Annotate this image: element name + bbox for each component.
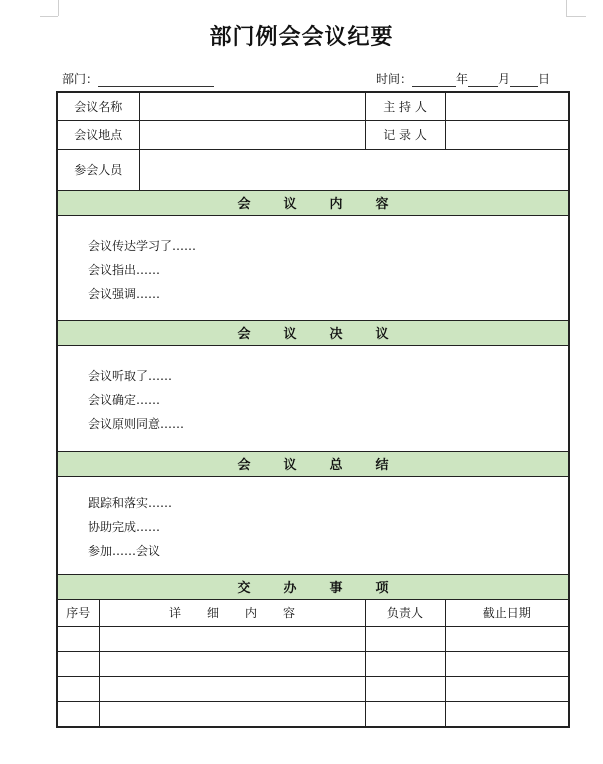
decision-item: 会议确定……	[88, 392, 161, 407]
host-label: 主 持 人	[365, 92, 445, 120]
task-owner-cell[interactable]	[365, 626, 445, 651]
attendees-input[interactable]	[139, 149, 569, 190]
meeting-place-input[interactable]	[139, 120, 365, 149]
section-heading-decision: 会 议 决 议	[57, 320, 569, 345]
time-field[interactable]	[376, 70, 550, 87]
task-detail-cell[interactable]	[99, 626, 365, 651]
year-label: 年	[456, 72, 469, 86]
table-row	[57, 651, 569, 676]
section-body-content[interactable]	[57, 215, 569, 320]
section-heading-summary: 会 议 总 结	[57, 451, 569, 476]
section-heading-tasks: 交 办 事 项	[57, 574, 569, 599]
meeting-name-label: 会议名称	[57, 92, 139, 120]
table-row	[57, 676, 569, 701]
department-field[interactable]	[62, 70, 214, 87]
task-detail-cell[interactable]	[99, 651, 365, 676]
task-detail-cell[interactable]	[99, 676, 365, 701]
table-row	[57, 701, 569, 727]
summary-item: 协助完成……	[88, 519, 161, 534]
department-blank[interactable]	[98, 74, 214, 87]
time-label: 时间：	[376, 72, 413, 86]
crop-mark	[566, 16, 586, 17]
content-item: 会议强调……	[88, 286, 161, 301]
decision-item: 会议听取了……	[88, 368, 173, 383]
column-header-deadline: 截止日期	[445, 599, 569, 626]
task-deadline-cell[interactable]	[445, 676, 569, 701]
content-item: 会议传达学习了……	[88, 238, 197, 253]
decision-item: 会议原则同意……	[88, 416, 185, 431]
host-input[interactable]	[445, 92, 569, 120]
column-header-owner: 负责人	[365, 599, 445, 626]
task-owner-cell[interactable]	[365, 676, 445, 701]
task-no-cell[interactable]	[57, 701, 99, 727]
meeting-name-input[interactable]	[139, 92, 365, 120]
task-deadline-cell[interactable]	[445, 701, 569, 727]
task-deadline-cell[interactable]	[445, 651, 569, 676]
recorder-input[interactable]	[445, 120, 569, 149]
task-deadline-cell[interactable]	[445, 626, 569, 651]
section-body-summary[interactable]	[57, 476, 569, 574]
task-no-cell[interactable]	[57, 626, 99, 651]
document-title: 部门例会会议纪要	[209, 25, 394, 50]
task-no-cell[interactable]	[57, 651, 99, 676]
content-item: 会议指出……	[88, 262, 161, 277]
minutes-form-table	[56, 91, 570, 728]
summary-item: 参加……会议	[88, 543, 161, 558]
task-owner-cell[interactable]	[365, 651, 445, 676]
month-label: 月	[498, 72, 511, 86]
recorder-label: 记 录 人	[365, 120, 445, 149]
crop-mark	[40, 16, 58, 17]
day-label: 日	[538, 72, 551, 86]
task-owner-cell[interactable]	[365, 701, 445, 727]
column-header-detail: 详 细 内 容	[99, 599, 365, 626]
table-row	[57, 626, 569, 651]
task-detail-cell[interactable]	[99, 701, 365, 727]
summary-item: 跟踪和落实……	[88, 495, 173, 510]
column-header-no: 序号	[57, 599, 99, 626]
month-blank[interactable]	[468, 74, 498, 87]
crop-mark	[58, 0, 59, 16]
task-no-cell[interactable]	[57, 676, 99, 701]
meeting-place-label: 会议地点	[57, 120, 139, 149]
attendees-label: 参会人员	[57, 149, 139, 190]
day-blank[interactable]	[510, 74, 538, 87]
department-label: 部门：	[62, 72, 99, 86]
crop-mark	[566, 0, 567, 16]
year-blank[interactable]	[412, 74, 456, 87]
section-heading-content: 会 议 内 容	[57, 190, 569, 215]
section-body-decision[interactable]	[57, 345, 569, 451]
